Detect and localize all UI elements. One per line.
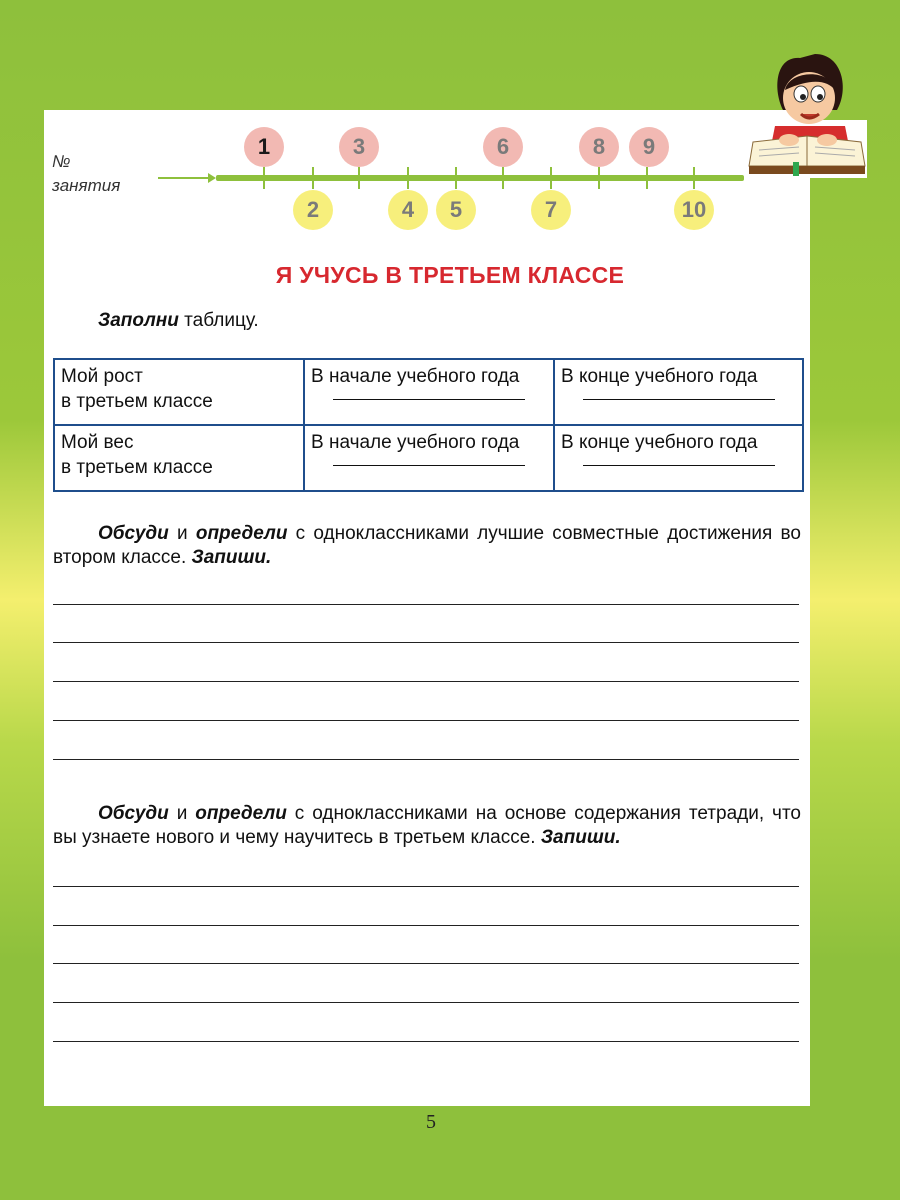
- fill-in-line[interactable]: [583, 459, 775, 466]
- task-verb: Запиши.: [191, 547, 272, 568]
- task-verb: Запиши.: [540, 827, 621, 848]
- answer-line[interactable]: [53, 886, 799, 887]
- page-number: 5: [426, 1111, 436, 1133]
- task-verb: Обсуди: [98, 523, 169, 544]
- measurement-table: [53, 358, 804, 492]
- arrow-right-icon: [158, 177, 210, 179]
- answer-line[interactable]: [53, 963, 799, 964]
- start-of-year-cell[interactable]: [304, 359, 554, 425]
- cell-caption: В начале учебного года: [311, 432, 520, 453]
- task-discuss-achievements: [53, 522, 801, 570]
- lesson-number-label: [52, 150, 120, 198]
- answer-line[interactable]: [53, 642, 799, 643]
- timeline-tick: [550, 167, 552, 189]
- lesson-circle-5: 5: [436, 190, 476, 230]
- lesson-circle-7: 7: [531, 190, 571, 230]
- lesson-circle-1: 1: [244, 127, 284, 167]
- table-row: [54, 359, 803, 425]
- lesson-number-sign: №: [52, 152, 71, 171]
- lesson-circle-2: 2: [293, 190, 333, 230]
- cell-caption: В начале учебного года: [311, 366, 520, 387]
- answer-line[interactable]: [53, 604, 799, 605]
- task-verb: определи: [195, 523, 288, 544]
- lesson-circle-8: 8: [579, 127, 619, 167]
- answer-line[interactable]: [53, 1041, 799, 1042]
- timeline-tick: [502, 167, 504, 189]
- row-label-cell: [54, 425, 304, 491]
- lesson-timeline: [216, 175, 744, 181]
- end-of-year-cell[interactable]: [554, 425, 803, 491]
- timeline-tick: [455, 167, 457, 189]
- timeline-tick: [407, 167, 409, 189]
- answer-line[interactable]: [53, 720, 799, 721]
- task-verb: определи: [195, 803, 287, 824]
- answer-line[interactable]: [53, 925, 799, 926]
- task-verb: Обсуди: [98, 803, 169, 824]
- timeline-tick: [646, 167, 648, 189]
- timeline-tick: [263, 167, 265, 189]
- lesson-label-word: занятия: [52, 176, 121, 195]
- workbook-page: [44, 110, 810, 1106]
- reading-boy-icon: [745, 50, 867, 178]
- row-label-cell: [54, 359, 304, 425]
- task-text: с одноклассниками лучшие совместные достижения во втором классе.: [53, 523, 802, 568]
- end-of-year-cell[interactable]: [554, 359, 803, 425]
- fill-in-line[interactable]: [583, 393, 775, 400]
- answer-line[interactable]: [53, 681, 799, 682]
- answer-line[interactable]: [53, 759, 799, 760]
- timeline-tick: [358, 167, 360, 189]
- task-conj: и: [168, 803, 196, 824]
- lesson-circle-9: 9: [629, 127, 669, 167]
- start-of-year-cell[interactable]: [304, 425, 554, 491]
- timeline-tick: [312, 167, 314, 189]
- task-text: таблицу.: [178, 310, 259, 331]
- task-fill-table: [98, 310, 259, 332]
- task-discuss-goals: [53, 802, 801, 850]
- cell-caption: В конце учебного года: [561, 432, 758, 453]
- lesson-circle-3: 3: [339, 127, 379, 167]
- fill-in-line[interactable]: [333, 459, 525, 466]
- task-verb: Заполни: [98, 310, 179, 331]
- row-label: Мой рост: [61, 366, 143, 387]
- answer-line[interactable]: [53, 1002, 799, 1003]
- lesson-circle-6: 6: [483, 127, 523, 167]
- row-label-sub: в третьем классе: [61, 391, 213, 412]
- lesson-circle-4: 4: [388, 190, 428, 230]
- row-label-sub: в третьем классе: [61, 457, 213, 478]
- row-label: Мой вес: [61, 432, 134, 453]
- lesson-circle-10: 10: [674, 190, 714, 230]
- task-conj: и: [168, 523, 196, 544]
- timeline-tick: [693, 167, 695, 189]
- cell-caption: В конце учебного года: [561, 366, 758, 387]
- table-row: [54, 425, 803, 491]
- page-title: Я УЧУСЬ В ТРЕТЬЕМ КЛАССЕ: [275, 262, 625, 288]
- fill-in-line[interactable]: [333, 393, 525, 400]
- timeline-tick: [598, 167, 600, 189]
- task-text: с одноклассниками на основе содержания тетради, что вы узнаете нового и чему научитесь в третьем классе.: [53, 803, 802, 848]
